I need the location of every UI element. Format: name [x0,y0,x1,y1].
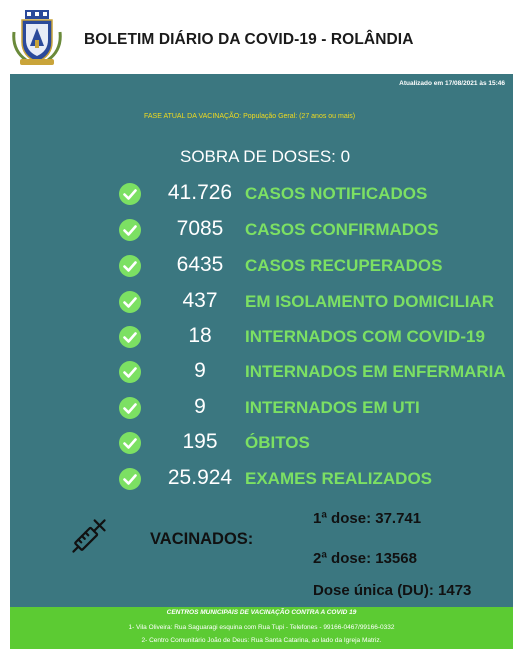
single-dose-count: Dose única (DU): 1473 [313,582,472,599]
stat-row [10,427,513,459]
stat-value: 7085 [176,217,224,240]
stat-row [10,214,513,246]
stat-value: 9 [194,395,206,418]
check-circle-icon [118,396,142,420]
stat-value: 25.924 [167,466,233,489]
footer-center-2: 2- Centro Comunitário João de Deus: Rua Santa Catarina, ao lado da Igreja Matriz. [141,637,382,644]
first-dose-count: 1ª dose: 37.741 [313,510,422,527]
stat-value: 6435 [176,253,224,276]
footer-center-1: 1- Vila Oliveira: Rua Saguaragi esquina com Rua Tupi - Telefones - 99166-0467/99166-0332 [128,624,395,631]
footer-title: CENTROS MUNICIPAIS DE VACINAÇÃO CONTRA A COVID 19 [166,609,357,616]
vaccination-centers-footer [10,607,513,649]
check-circle-icon [118,290,142,314]
second-dose-count: 2ª dose: 13568 [313,550,417,567]
stat-label: EXAMES REALIZADOS [245,469,433,488]
check-circle-icon [118,431,142,455]
stat-label: ÓBITOS [245,433,310,452]
bulletin-panel [10,74,513,608]
check-circle-icon [118,360,142,384]
stat-label: INTERNADOS EM UTI [245,398,420,417]
vaccinated-label: VACINADOS: [150,530,254,548]
stat-label: EM ISOLAMENTO DOMICILIAR [245,292,495,311]
vaccination-phase: FASE ATUAL DA VACINAÇÃO: População Geral: (27 anos ou mais) [144,113,356,120]
stat-row [10,356,513,388]
updated-timestamp: Atualizado em 17/08/2021 às 15:46 [399,80,505,87]
stat-row [10,178,513,210]
check-circle-icon [118,218,142,242]
stat-row [10,250,513,282]
stat-value: 41.726 [167,181,233,204]
stat-value: 437 [182,289,218,312]
stat-row [10,392,513,424]
leftover-doses: SOBRA DE DOSES: 0 [180,147,351,166]
stat-row [10,463,513,495]
stat-row [10,321,513,353]
stat-label: CASOS RECUPERADOS [245,256,443,275]
stat-label: CASOS CONFIRMADOS [245,220,439,239]
check-circle-icon [118,254,142,278]
syringe-icon [64,511,114,561]
check-circle-icon [118,182,142,206]
stat-value: 18 [188,324,212,347]
header [0,0,519,72]
stat-value: 9 [194,359,206,382]
stat-label: INTERNADOS EM ENFERMARIA [245,362,506,381]
stat-row [10,286,513,318]
stat-value: 195 [182,430,218,453]
stat-label: CASOS NOTIFICADOS [245,184,428,203]
check-circle-icon [118,325,142,349]
municipal-crest-icon [12,10,62,66]
page-title: BOLETIM DIÁRIO DA COVID-19 - ROLÂNDIA [84,31,414,48]
stat-label: INTERNADOS COM COVID-19 [245,327,485,346]
check-circle-icon [118,467,142,491]
